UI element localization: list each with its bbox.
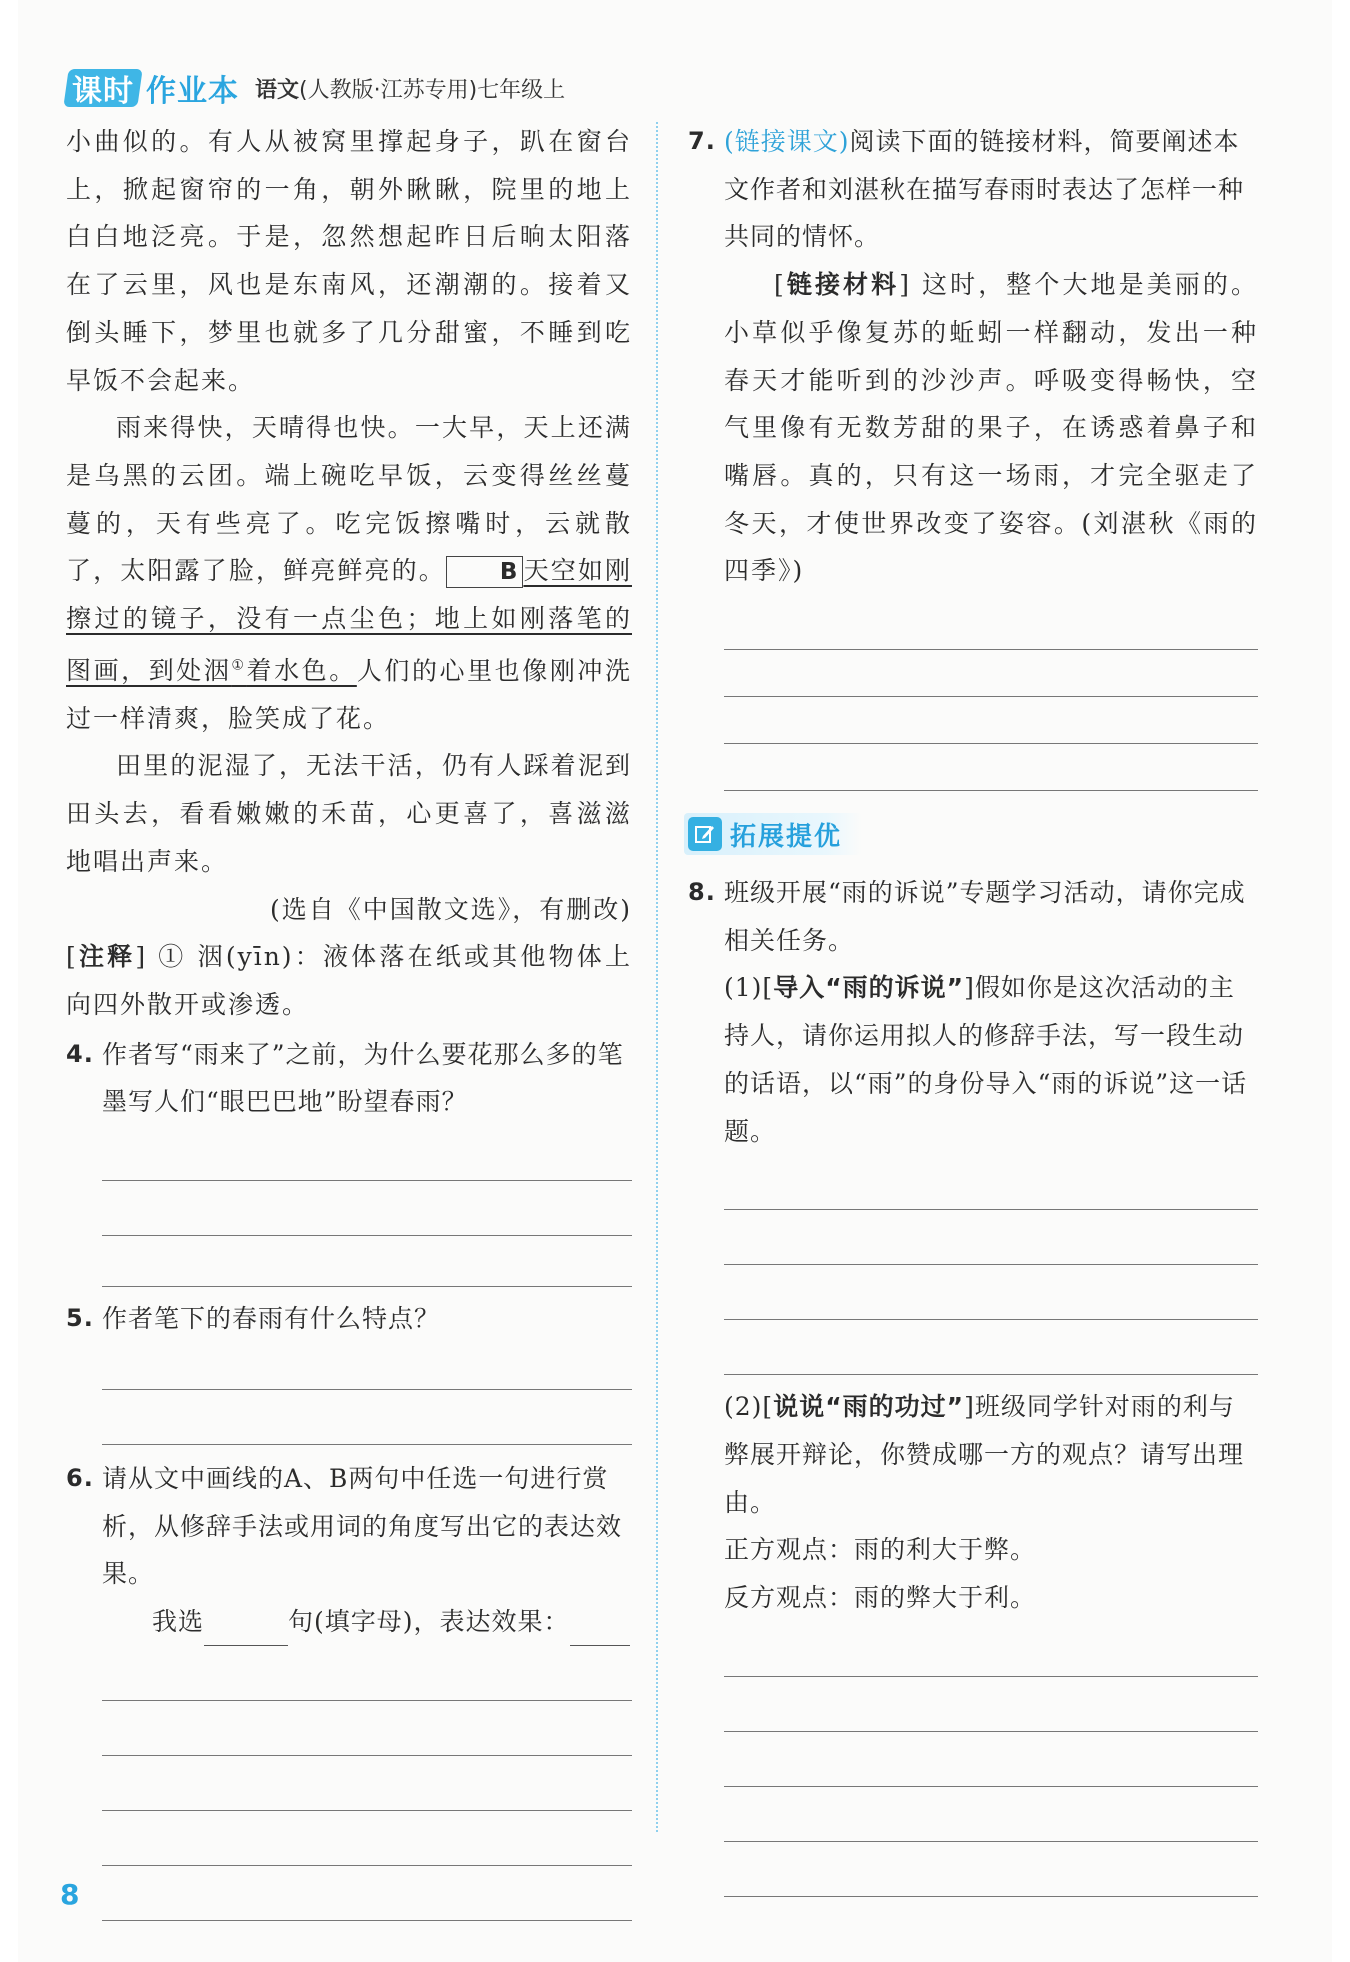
- answer-line[interactable]: [724, 744, 1258, 791]
- question-8-part-1: (1)[导入“雨的诉说”]假如你是这次活动的主持人，请你运用拟人的修辞手法，写一段生动的话语，以“雨”的身份导入“雨的诉说”这一话题。: [724, 973, 1248, 1146]
- question-7-number: 7.: [688, 127, 716, 155]
- question-8-part-2: (2)[说说“雨的功过”]班级同学针对雨的利与弊展开辩论，你赞成哪一方的观点？请写出理由。: [724, 1392, 1245, 1517]
- part-2-number: (2): [724, 1392, 763, 1422]
- underlined-text-2: 着水色。: [246, 656, 357, 686]
- question-4: [66, 1031, 632, 1126]
- answer-line[interactable]: [102, 1756, 632, 1811]
- effect-blank[interactable]: [570, 1615, 630, 1646]
- question-5-number: 5.: [66, 1304, 94, 1333]
- question-8-text: 班级开展“雨的诉说”专题学习活动，请你完成相关任务。: [724, 878, 1246, 955]
- page-number: 8: [60, 1878, 80, 1911]
- question-6-number: 6.: [66, 1463, 94, 1492]
- question-5: [66, 1295, 632, 1343]
- edition: (人教版·江苏专用)七年级上: [299, 77, 566, 103]
- annotation: [注释] ① 洇(yīn)：液体落在纸或其他物体上向四外散开或渗透。: [66, 942, 632, 1019]
- question-8: [688, 869, 1258, 964]
- footnote-marker: ①: [231, 657, 247, 674]
- passage-paragraph-2: [66, 404, 632, 742]
- question-8-part-2-answer[interactable]: [724, 1622, 1258, 1897]
- passage-paragraph-1: 小曲似的。有人从被窝里撑起身子，趴在窗台上，掀起窗帘的一角，朝外瞅瞅，院里的地上白白地泛亮。于是，忽然想起昨日后晌太阳落在了云里，风也是东南风，还潮潮的。接着又倒头睡下，梦里也就多了几分甜蜜，不睡到吃早饭不会起来。: [66, 127, 632, 395]
- note-text: ① 洇(yīn)：液体落在纸或其他物体上向四外散开或渗透。: [66, 942, 632, 1019]
- answer-line[interactable]: [724, 1210, 1258, 1265]
- question-8-part-1-answer[interactable]: [724, 1155, 1258, 1375]
- part-1-number: (1): [724, 973, 763, 1003]
- paragraph-2-text: 雨来得快，天晴得也快。一大早，天上还满是乌黑的云团。端上碗吃早饭，云变得丝丝蔓蔓的，天有些亮了。吃完饭擦嘴时，云就散了，太阳露了脸，鲜亮鲜亮的。: [66, 413, 632, 586]
- note-label: 注释: [77, 942, 136, 972]
- question-5-text: 作者笔下的春雨有什么特点？: [102, 1304, 441, 1334]
- column-divider: [656, 122, 658, 1832]
- logo-badge: [63, 69, 142, 107]
- con-viewpoint: 反方观点：雨的弊大于利。: [724, 1583, 1037, 1613]
- pro-viewpoint: 正方观点：雨的利大于弊。: [724, 1535, 1037, 1565]
- answer-line[interactable]: [102, 1343, 632, 1390]
- underlined-text-1: 天空如刚擦过的镜子，没有一点尘色；地上如刚落笔的图画，到处洇: [66, 556, 632, 686]
- part-1-text: 假如你是这次活动的主持人，请你运用拟人的修辞手法，写一段生动的话语，以“雨”的身份导入“雨的诉说”这一话题。: [724, 973, 1248, 1146]
- sentence-b-label: B: [446, 556, 524, 588]
- answer-line[interactable]: [102, 1126, 632, 1181]
- fill-suffix: 句(填字母)，表达效果：: [288, 1606, 570, 1636]
- link-material-text: 这时，整个大地是美丽的。小草似乎像复苏的蚯蚓一样翻动，发出一种春天才能听到的沙沙声。呼吸变得畅快，空气里像有无数芳甜的果子，在诱惑着鼻子和嘴唇。真的，只有这一场雨，才完全驱走了冬天，才使世界改变了姿容。: [724, 270, 1258, 538]
- question-4-answer[interactable]: [102, 1126, 632, 1287]
- answer-line[interactable]: [102, 1701, 632, 1756]
- section-banner: [684, 813, 862, 855]
- question-7-text: 阅读下面的链接材料，简要阐述本文作者和刘湛秋在描写春雨时表达了怎样一种共同的情怀。: [724, 127, 1245, 252]
- answer-line[interactable]: [102, 1181, 632, 1236]
- link-material-source: (刘湛秋《雨的四季》): [724, 508, 1258, 586]
- link-lesson-tag: (链接课文): [724, 127, 850, 156]
- answer-line[interactable]: [102, 1236, 632, 1287]
- answer-line[interactable]: [724, 1677, 1258, 1732]
- question-7-answer[interactable]: [724, 595, 1258, 791]
- logo-word: 作业本: [146, 74, 239, 109]
- question-6-text: 请从文中画线的A、B两句中任选一句进行赏析，从修辞手法或用词的角度写出它的表达效果。: [102, 1463, 623, 1589]
- passage-paragraph-3: 田里的泥湿了，无法干活，仍有人踩着泥到田头去，看看嫩嫩的禾苗，心更喜了，喜滋滋地唱出声来。: [66, 751, 632, 876]
- answer-line[interactable]: [724, 1265, 1258, 1320]
- answer-line[interactable]: [724, 1622, 1258, 1677]
- answer-line[interactable]: [102, 1646, 632, 1701]
- question-5-answer[interactable]: [102, 1343, 632, 1445]
- answer-line[interactable]: [724, 1155, 1258, 1210]
- answer-line[interactable]: [724, 1842, 1258, 1897]
- part-2-label: 说说“雨的功过”: [773, 1392, 965, 1422]
- answer-line[interactable]: [724, 1732, 1258, 1787]
- question-4-number: 4.: [66, 1039, 94, 1068]
- question-6-fill: [102, 1598, 632, 1646]
- answer-line[interactable]: [102, 1866, 632, 1921]
- left-column: [66, 118, 632, 1921]
- question-8-number: 8.: [688, 878, 716, 907]
- right-column: [688, 118, 1258, 1897]
- answer-line[interactable]: [724, 1320, 1258, 1375]
- question-6-answer[interactable]: [102, 1646, 632, 1921]
- subject: 语文: [255, 77, 300, 103]
- header: [66, 66, 565, 110]
- book-subtitle: [255, 73, 565, 104]
- letter-blank[interactable]: [204, 1615, 288, 1646]
- answer-line[interactable]: [724, 697, 1258, 744]
- link-material: [链接材料] 这时，整个大地是美丽的。小草似乎像复苏的蚯蚓一样翻动，发出一种春天才能听到的沙沙声。呼吸变得畅快，空气里像有无数芳甜的果子，在诱惑着鼻子和嘴唇。真的，只有这一场雨，才完全驱走了冬天，才使世界改变了姿容。(刘湛秋《雨的四季》): [724, 270, 1258, 586]
- pencil-icon: [688, 817, 722, 851]
- answer-line[interactable]: [102, 1390, 632, 1445]
- paragraph-2-tail: 人们的心里也像刚冲洗过一样清爽，脸笑成了花。: [66, 656, 632, 733]
- section-title: 拓展提优: [730, 821, 843, 852]
- question-4-text: 作者写“雨来了”之前，为什么要花那么多的笔墨写人们“眼巴巴地”盼望春雨？: [102, 1039, 624, 1117]
- question-6: [66, 1455, 632, 1598]
- answer-line[interactable]: [724, 650, 1258, 697]
- part-2-text: 班级同学针对雨的利与弊展开辩论，你赞成哪一方的观点？请写出理由。: [724, 1392, 1245, 1517]
- part-1-label: 导入“雨的诉说”: [773, 973, 965, 1003]
- link-material-label: 链接材料: [785, 270, 900, 300]
- question-7: [688, 118, 1258, 261]
- passage-source: (选自《中国散文选》，有删改): [269, 894, 632, 924]
- answer-line[interactable]: [724, 595, 1258, 650]
- logo-badge-text: 课时: [72, 74, 134, 109]
- fill-prefix: 我选: [152, 1606, 205, 1636]
- answer-line[interactable]: [724, 1787, 1258, 1842]
- answer-line[interactable]: [102, 1811, 632, 1866]
- section-header: [684, 813, 1258, 855]
